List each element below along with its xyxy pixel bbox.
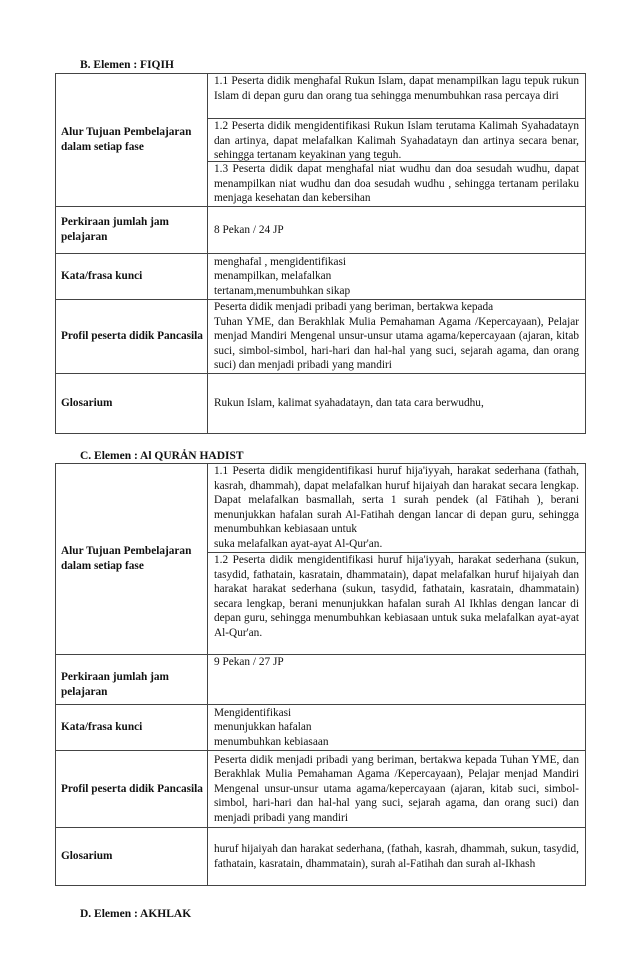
quran-row-jam bbox=[56, 655, 586, 705]
quran-alur-item-1 bbox=[208, 464, 585, 552]
quran-alur-item-2: 1.2 Peserta didik mengidentifikasi huruf hija'iyyah, harakat sederhana (sukun, tasydid, fathatain, kasratain, dhammatain), dapat melafalkan huruf hijaiyah dan harakat harakat sederhana (sukun, tasydid, fathatain, kasratain, dhammatain) secara lengkap, berani menunjukkan hafalan surah Al Ikhlas dengan lancar di depan guru, sehingga menumbuhkan kebiasaan untuk suka melafalkan ayat-ayat Al-Qur'an. bbox=[208, 552, 585, 654]
fiqih-row-profil bbox=[56, 300, 586, 374]
quran-row-glosarium bbox=[56, 828, 586, 886]
fiqih-profil-label: Profil peserta didik Pancasila bbox=[56, 300, 208, 374]
quran-alur-item-1-tail: suka melafalkan ayat-ayat Al-Qur'an. bbox=[214, 537, 383, 550]
quran-kata-line: menumbuhkan kebiasaan bbox=[214, 735, 329, 748]
fiqih-alur-item-2: 1.2 Peserta didik mengidentifikasi Rukun Islam terutama Kalimah Syahadatayn dan artinya, dapat melafalkan Kalimah Syahadatayn dan artinya secara benar, sehingga tertanam keyakinan yang teguh. bbox=[208, 118, 585, 161]
section-title-fiqih: B. Elemen : FIQIH bbox=[80, 59, 174, 71]
fiqih-kata-line: menampilkan, melafalkan bbox=[214, 270, 332, 283]
fiqih-kata-label: Kata/frasa kunci bbox=[56, 254, 208, 300]
fiqih-alur-item-3: 1.3 Peserta didik dapat menghafal niat wudhu dan doa sesudah wudhu, dapat menampilkan niat wudhu dan doa sesudah wudhu , sehingga tertanam perilaku menjaga kesehatan dan kebersihan bbox=[208, 161, 585, 206]
fiqih-profil-rest: Tuhan YME, dan Berakhlak Mulia Pemahaman Agama /Kepercayaan), Pelajar menjad Mandiri Mengenal unsur-unsur utama agama/kepercayaan (ajaran, kitab suci, simbol-simbol, hari-hari dan hal-hal yang suci, sejarah agama, dan orang suci) dan menjadi pribadi yang mandiri bbox=[214, 315, 579, 372]
quran-table bbox=[55, 463, 586, 886]
quran-kata-label: Kata/frasa kunci bbox=[56, 705, 208, 751]
quran-profil-value: Peserta didik menjadi pribadi yang beriman, bertakwa kepada Tuhan YME, dan Berakhlak Mulia Pemahaman Agama /Kepercayaan), Pelajar menjad Mandiri Mengenal unsur-unsur utama agama/kepercayaan (ajaran, kitab suci, simbol-simbol, hari-hari dan hal-hal yang suci, sejarah agama, dan orang suci) dan menjadi pribadi yang mandiri bbox=[208, 751, 586, 828]
quran-row-profil bbox=[56, 751, 586, 828]
fiqih-table bbox=[55, 73, 586, 434]
fiqih-kata-line: menghafal , mengidentifikasi bbox=[214, 255, 347, 268]
quran-kata-line: Mengidentifikasi bbox=[214, 706, 292, 719]
fiqih-profil-cell bbox=[208, 300, 586, 374]
fiqih-profil-first: Peserta didik menjadi pribadi yang beriman, bertakwa kepada bbox=[214, 301, 494, 314]
quran-jam-value: 9 Pekan / 27 JP bbox=[208, 655, 586, 705]
quran-jam-label: Perkiraan jumlah jam pelajaran bbox=[56, 655, 208, 705]
fiqih-alur-label: Alur Tujuan Pembelajaran dalam setiap fase bbox=[56, 74, 208, 207]
quran-alur-label: Alur Tujuan Pembelajaran dalam setiap fase bbox=[56, 464, 208, 655]
fiqih-alur-item-1: 1.1 Peserta didik menghafal Rukun Islam, dapat menampilkan lagu tepuk rukun Islam di depan guru dan orang tua sehingga menumbuhkan rasa percaya diri bbox=[214, 75, 579, 102]
fiqih-jam-value: 8 Pekan / 24 JP bbox=[208, 207, 586, 254]
quran-row-alur bbox=[56, 464, 586, 655]
fiqih-row-kata bbox=[56, 254, 586, 300]
quran-kata-line: menunjukkan hafalan bbox=[214, 721, 312, 734]
fiqih-alur-cell bbox=[208, 74, 586, 207]
quran-kata-cell bbox=[208, 705, 586, 751]
fiqih-glosarium-value: Rukun Islam, kalimat syahadatayn, dan tata cara berwudhu, bbox=[208, 374, 586, 434]
quran-alur-item-1-text: 1.1 Peserta didik mengidentifikasi huruf hija'iyyah, harakat sederhana (fathah, kasrah, dhammah), dapat melafalkan huruf hijaiyah dan harakat secara lengkap. Dapat melafalkan basmallah, serta 1 surah pendek (al Fātihah ), berani menunjukkan hafalan surah Al-Fatihah dengan lancar di depan guru, sehingga menumbuhkan kebiasaan untuk bbox=[214, 465, 579, 536]
fiqih-kata-line: tertanam,menumbuhkan sikap bbox=[214, 284, 351, 297]
quran-alur-cell bbox=[208, 464, 586, 655]
fiqih-kata-cell bbox=[208, 254, 586, 300]
fiqih-row-jam bbox=[56, 207, 586, 254]
section-title-quran: C. Elemen : Al QURẢN HADIST bbox=[80, 450, 244, 462]
section-title-akhlak: D. Elemen : AKHLAK bbox=[80, 908, 192, 920]
fiqih-jam-label: Perkiraan jumlah jam pelajaran bbox=[56, 207, 208, 254]
fiqih-row-alur bbox=[56, 74, 586, 207]
quran-glosarium-label: Glosarium bbox=[56, 828, 208, 886]
fiqih-glosarium-label: Glosarium bbox=[56, 374, 208, 434]
quran-glosarium-value: huruf hijaiyah dan harakat sederhana, (fathah, kasrah, dhammah, sukun, tasydid, fathatain, kasratain, dhammatain), surah al-Fatihah dan surah al-Ikhash bbox=[208, 828, 586, 886]
quran-profil-label: Profil peserta didik Pancasila bbox=[56, 751, 208, 828]
fiqih-row-glosarium bbox=[56, 374, 586, 434]
quran-row-kata bbox=[56, 705, 586, 751]
